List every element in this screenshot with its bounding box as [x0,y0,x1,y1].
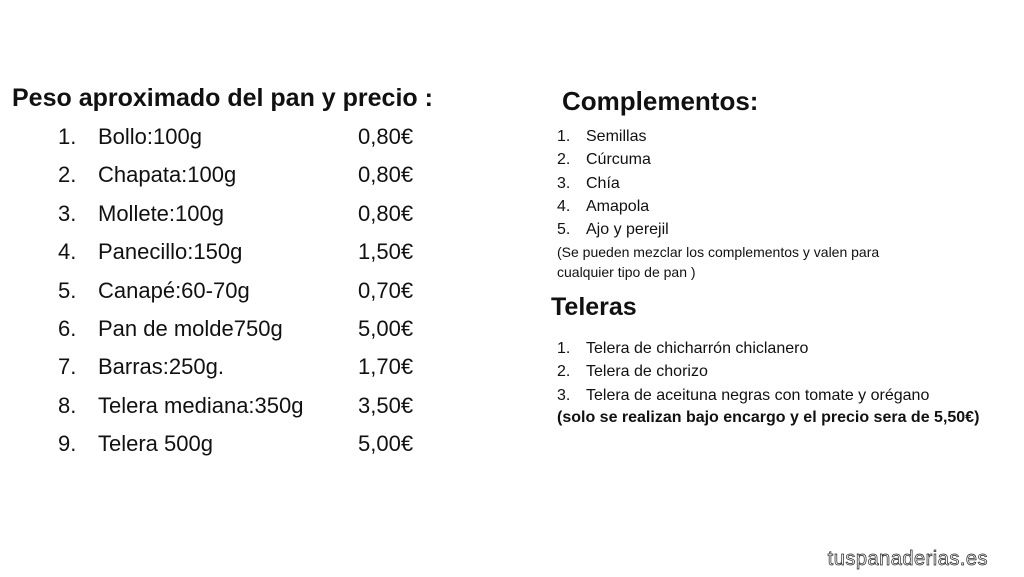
complementos-note: (Se pueden mezclar los complementos y valen para cualquier tipo de pan ) [557,244,880,280]
item-number: 8. [58,392,77,418]
list-item [58,118,438,156]
item-number: 1. [557,128,571,145]
item-price: 3,50€ [358,392,414,418]
item-number: 2. [58,162,77,188]
bread-prices-title: Peso aproximado del pan y precio : [12,84,433,112]
item-price: 0,80€ [358,162,414,188]
item-name: Panecillo:150g [98,239,243,265]
item-number: 2. [557,151,571,169]
item-price: 0,80€ [358,200,414,226]
item-price: 5,00€ [358,315,414,341]
item-number: 3. [557,174,571,192]
item-name: Semillas [586,128,647,145]
watermark: tuspanaderias.es [827,548,988,570]
list-item [58,425,438,463]
teleras-title: Teleras [551,293,637,321]
item-price: 0,80€ [358,124,414,149]
item-name: Telera de aceituna negras con tomate y orégano [586,386,930,404]
list-item [58,310,438,348]
item-number: 7. [58,354,77,380]
item-number: 1. [557,340,571,357]
item-name: Pan de molde750g [98,315,283,341]
item-number: 6. [58,315,77,341]
item-price: 5,00€ [358,431,414,457]
item-name: Ajo y perejil [586,221,669,239]
item-number: 3. [58,200,77,226]
item-price: 1,70€ [358,354,414,380]
teleras-note: (solo se realizan bajo encargo y el precio sera de 5,50€) [557,409,980,426]
item-number: 4. [58,239,77,265]
item-number: 5. [58,277,77,303]
item-number: 2. [557,363,571,381]
list-item [58,272,438,310]
list-item [58,156,438,194]
complementos-title: Complementos: [562,86,759,116]
item-name: Telera de chicharrón chiclanero [586,340,809,357]
item-name: Cúrcuma [586,151,651,169]
item-name: Telera mediana:350g [98,392,304,418]
list-item [58,387,438,425]
item-number: 5. [557,221,571,239]
item-price: 1,50€ [358,239,414,265]
item-number: 3. [557,386,571,404]
item-name: Telera 500g [98,431,213,457]
item-name: Chapata:100g [98,162,237,188]
list-item [58,348,438,386]
bread-price-list [58,118,438,464]
list-item [58,195,438,233]
item-price: 0,70€ [358,277,414,303]
item-number: 9. [58,431,77,457]
item-number: 4. [557,197,571,215]
item-name: Bollo:100g [98,124,202,149]
item-name: Chía [586,174,620,192]
item-name: Canapé:60-70g [98,277,250,303]
item-name: Mollete:100g [98,200,224,226]
list-item [58,233,438,271]
item-name: Telera de chorizo [586,363,708,381]
item-number: 1. [58,124,77,149]
item-name: Amapola [586,197,650,215]
item-name: Barras:250g. [98,354,224,380]
